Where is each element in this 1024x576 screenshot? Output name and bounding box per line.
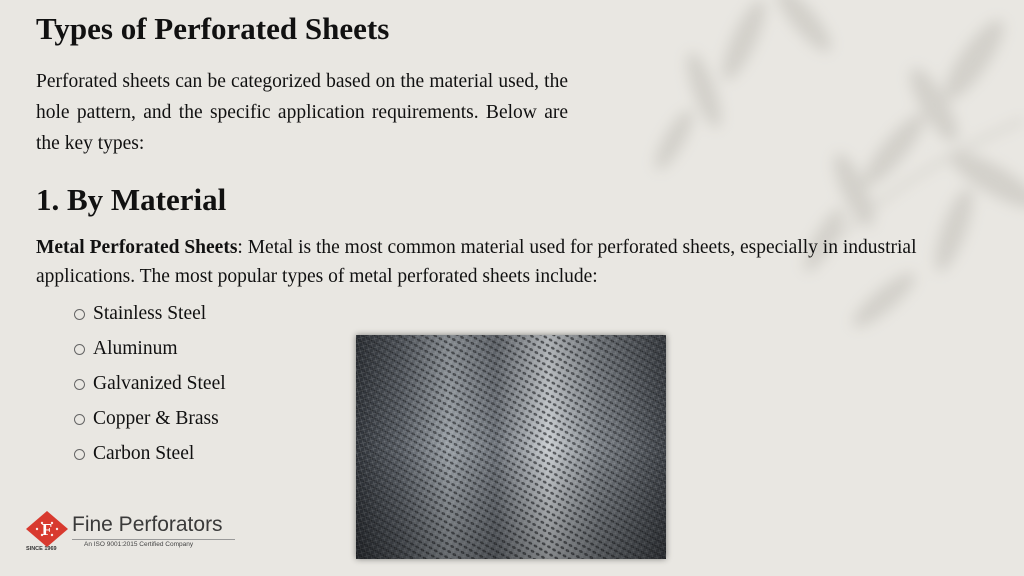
circle-bullet-icon [74,344,85,355]
circle-bullet-icon [74,449,85,460]
lead-text: : Metal is the most common material used for perforated sheets, especially in industrial applications. The most popular types of metal perforated sheets include: [36,237,917,287]
section-heading: 1. By Material [36,182,227,217]
logo-tagline: An ISO 9001:2015 Certified Company [84,541,194,548]
list-item-label: Carbon Steel [93,443,195,464]
intro-paragraph: Perforated sheets can be categorized based on the material used, the hole pattern, and the specific application requirements. Below are the key types: [36,71,568,154]
list-item-label: Galvanized Steel [93,373,226,394]
list-item-label: Copper & Brass [93,408,219,429]
list-item [74,366,226,401]
company-logo [24,510,244,558]
list-item [74,401,226,436]
list-item [74,436,226,471]
logo-since: SINCE 1969 [26,546,57,552]
perforated-mesh-photo [356,335,666,559]
section-paragraph [36,233,976,291]
circle-bullet-icon [74,414,85,425]
list-item [74,296,226,331]
logo-company-name: Fine Perforators [72,513,223,536]
logo-mark-icon [24,510,70,548]
list-item-label: Aluminum [93,338,178,359]
lead-bold-text: Metal Perforated Sheets [36,237,238,258]
logo-divider [72,539,235,540]
logo-mark-letter: F [41,520,53,539]
circle-bullet-icon [74,379,85,390]
circle-bullet-icon [74,309,85,320]
material-list [74,296,226,471]
page-title: Types of Perforated Sheets [36,11,390,46]
list-item [74,331,226,366]
list-item-label: Stainless Steel [93,303,207,324]
